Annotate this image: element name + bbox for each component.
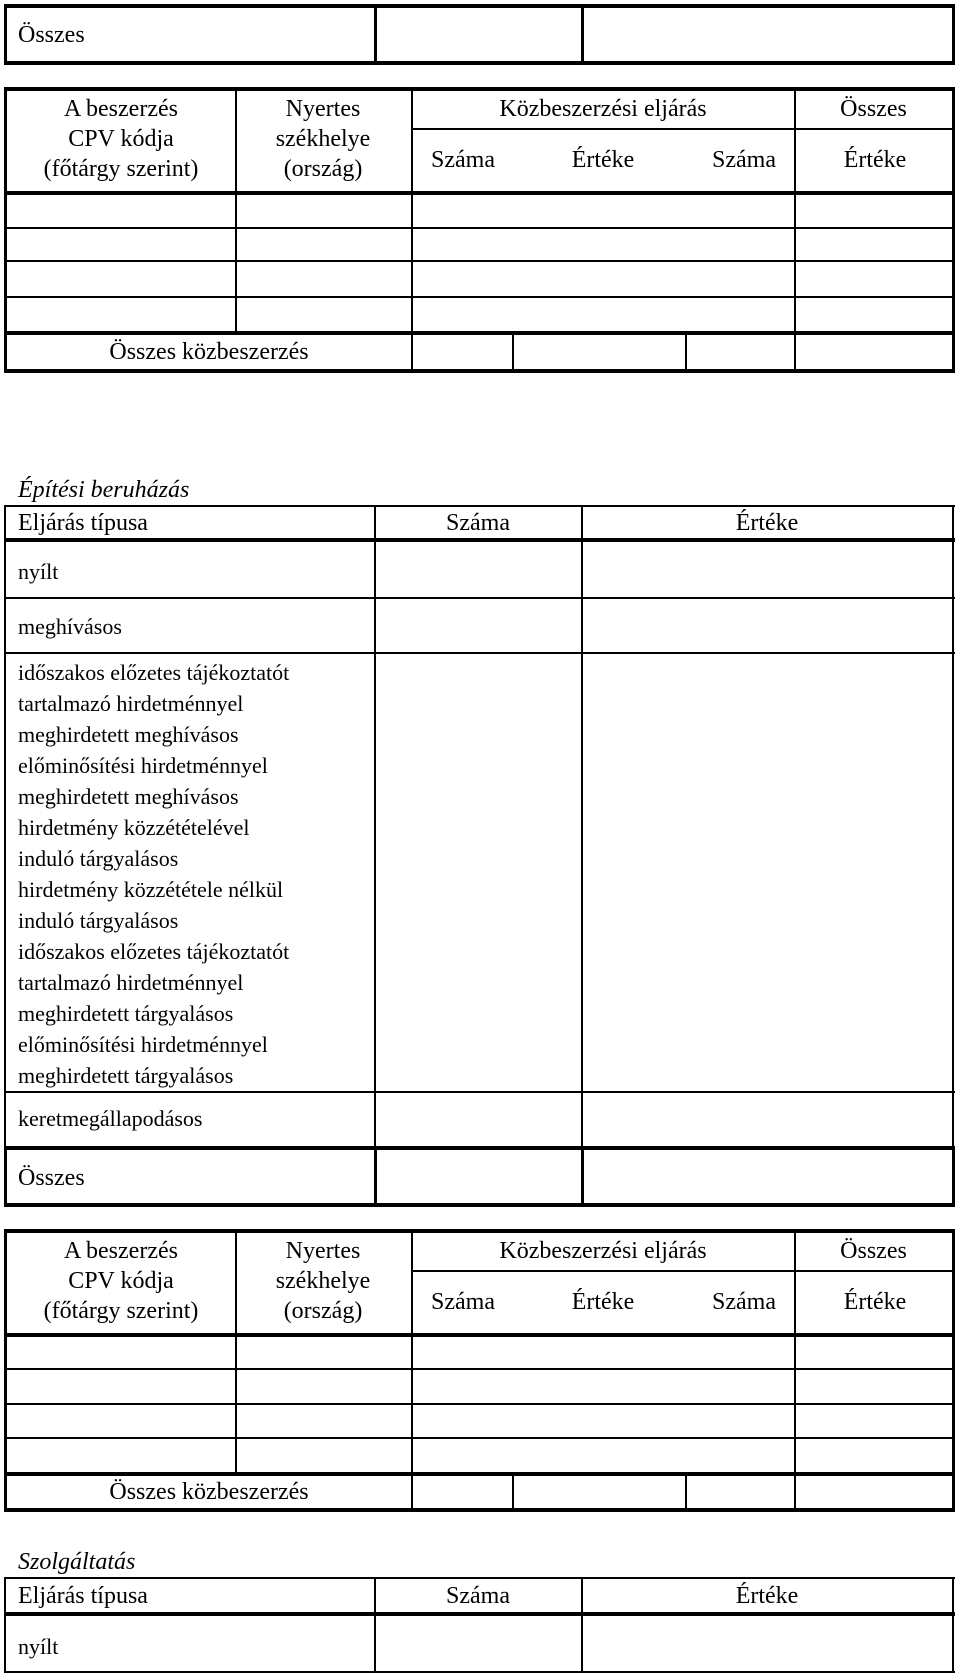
total-group-header: Összes (840, 1238, 907, 1264)
total-count-header: Száma (712, 1289, 776, 1315)
top-total-label: Összes (18, 22, 85, 48)
row-open: nyílt (18, 559, 59, 584)
procedure-type-header: Eljárás típusa (18, 1583, 148, 1609)
all-procurement-total-label: Összes közbeszerzés (109, 1479, 309, 1505)
construction-total-label: Összes (18, 1165, 85, 1191)
winner-header: Nyertes székhelye (ország) (275, 1238, 371, 1324)
procedure-value-header: Értéke (571, 147, 635, 173)
procedure-count-header: Száma (431, 147, 495, 173)
cpv-header: A beszerzés CPV kódja (főtárgy szerint) (43, 96, 199, 182)
procedure-value-header: Értéke (571, 1289, 635, 1315)
procedure-group-header: Közbeszerzési eljárás (499, 1238, 707, 1264)
count-header: Száma (446, 510, 510, 536)
section-title: Szolgáltatás (18, 1549, 136, 1575)
count-header: Száma (446, 1583, 510, 1609)
row-framework: keretmegállapodásos (18, 1106, 203, 1131)
row-open: nyílt (18, 1634, 59, 1659)
value-header: Értéke (735, 1583, 799, 1609)
cpv-header: A beszerzés CPV kódja (főtárgy szerint) (43, 1238, 199, 1324)
procedure-group-header: Közbeszerzési eljárás (499, 96, 707, 122)
row-invited: meghívásos (18, 614, 122, 639)
procedure-count-header: Száma (431, 1289, 495, 1315)
all-procurement-total-label: Összes közbeszerzés (109, 339, 309, 365)
winner-header: Nyertes székhelye (ország) (275, 96, 371, 182)
total-count-header: Száma (712, 147, 776, 173)
section-title: Építési beruházás (18, 477, 190, 503)
total-value-header: Értéke (843, 1289, 907, 1315)
procedure-type-header: Eljárás típusa (18, 510, 148, 536)
value-header: Értéke (735, 510, 799, 536)
total-value-header: Értéke (843, 147, 907, 173)
row-procedure-types: időszakos előzetes tájékoztatót tartalmazó hirdetménnyel meghirdetett meghívásos előminősítési hirdetménnyel meghirdetett meghívásos hirdetmény közzétételével induló tárgyalásos hirdetmény közzététele nélkül induló tárgyalásos időszakos előzetes tájékoztatót tartalmazó hirdetménnyel meghirdetett tárgyalásos előminősítési hirdetménnyel meghirdetett tárgyalásos (18, 660, 290, 1088)
total-group-header: Összes (840, 96, 907, 122)
